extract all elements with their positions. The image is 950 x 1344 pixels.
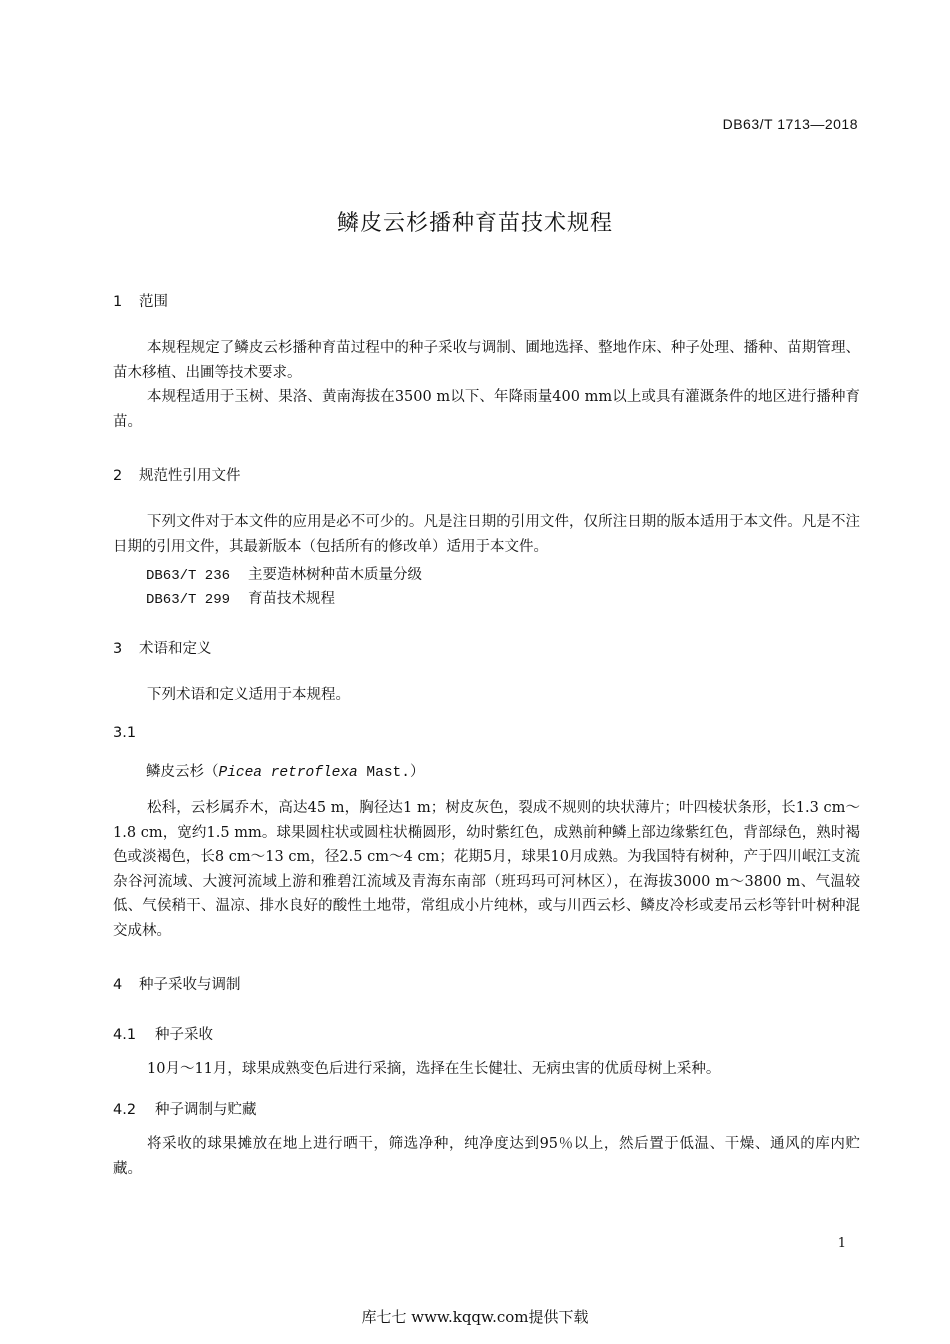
section-title: 范围	[139, 294, 168, 310]
term-heading	[146, 760, 424, 781]
section-title: 规范性引用文件	[139, 468, 241, 484]
term-name: 鳞皮云杉	[146, 764, 204, 780]
paragraph-scope-2: 本规程适用于玉树、果洛、黄南海拔在3500 m以下、年降雨量400 mm以上或具有灌溉条件的地区进行播种育苗。	[113, 389, 860, 430]
reference-code: DB63/T 236	[146, 568, 231, 584]
term-close-paren: ）	[409, 764, 425, 780]
section-title: 种子调制与贮藏	[155, 1102, 257, 1118]
section-number: 2	[113, 468, 123, 484]
section-number: 4	[113, 977, 123, 993]
reference-title: 育苗技术规程	[248, 591, 335, 607]
subsection-4-1-heading	[113, 1023, 213, 1044]
section-title: 种子采收	[155, 1027, 213, 1043]
page-number: 1	[837, 1236, 846, 1251]
paragraph-scope-1: 本规程规定了鳞皮云杉播种育苗过程中的种子采收与调制、圃地选择、整地作床、种子处理、播种、苗期管理、苗木移植、出圃等技术要求。	[113, 340, 860, 381]
paragraph-seed-storage: 将采收的球果摊放在地上进行晒干，筛选净种，纯净度达到95％以上，然后置于低温、干燥、通风的库内贮藏。	[113, 1136, 860, 1177]
reference-title: 主要造林树种苗木质量分级	[248, 567, 422, 583]
subsection-3-1-number: 3.1	[113, 725, 137, 741]
section-1-heading	[113, 290, 168, 311]
section-title: 种子采收与调制	[139, 977, 241, 993]
standard-code: DB63/T 1713—2018	[722, 116, 858, 132]
download-footer: 库七七 www.kqqw.com提供下载	[361, 1308, 589, 1326]
section-2-heading	[113, 464, 241, 485]
section-number: 1	[113, 294, 123, 310]
section-title: 术语和定义	[139, 641, 212, 657]
section-4-heading	[113, 973, 241, 994]
reference-code: DB63/T 299	[146, 592, 231, 608]
paragraph-references-intro: 下列文件对于本文件的应用是必不可少的。凡是注日期的引用文件，仅所注日期的版本适用于本文件。凡是不注日期的引用文件，其最新版本（包括所有的修改单）适用于本文件。	[113, 514, 860, 555]
section-number: 4.2	[113, 1102, 137, 1118]
paragraph-term-definition: 松科，云杉属乔木，高达45 m，胸径达1 m；树皮灰色，裂成不规则的块状薄片；叶四棱状条形，长1.3 cm～1.8 cm，宽约1.5 mm。球果圆柱状或圆柱状椭圆形，幼时紫红色，成熟前种鳞上部边缘紫红色，背部绿色，熟时褐色或淡褐色，长8 cm～13 cm，径2.5 cm～4 cm；花期5月，球果10月成熟。为我国特有树种，产于四川岷江支流杂谷河流域、大渡河流域上游和雅碧江流域及青海东南部（班玛玛可河林区），在海拔3000 m～3800 m、气温较低、气侯稍干、温凉、排水良好的酸性土地带，常组成小片纯林，或与川西云杉、鳞皮冷杉或麦吊云杉等针叶树种混交成林。	[113, 800, 860, 939]
term-open-paren: （	[204, 764, 219, 780]
reference-item	[146, 587, 335, 608]
section-number: 3	[113, 641, 123, 657]
document-title: 鳞皮云杉播种育苗技术规程	[336, 211, 613, 236]
paragraph-terms-intro: 下列术语和定义适用于本规程。	[147, 687, 350, 703]
term-latin-name: Picea retroflexa	[218, 765, 358, 781]
section-number: 4.1	[113, 1027, 137, 1043]
reference-item	[146, 563, 422, 584]
paragraph-seed-collection: 10月～11月，球果成熟变色后进行采摘，选择在生长健壮、无病虫害的优质母树上采种。	[147, 1061, 721, 1077]
term-authority: Mast.	[357, 765, 410, 781]
subsection-4-2-heading	[113, 1098, 257, 1119]
section-3-heading	[113, 637, 212, 658]
